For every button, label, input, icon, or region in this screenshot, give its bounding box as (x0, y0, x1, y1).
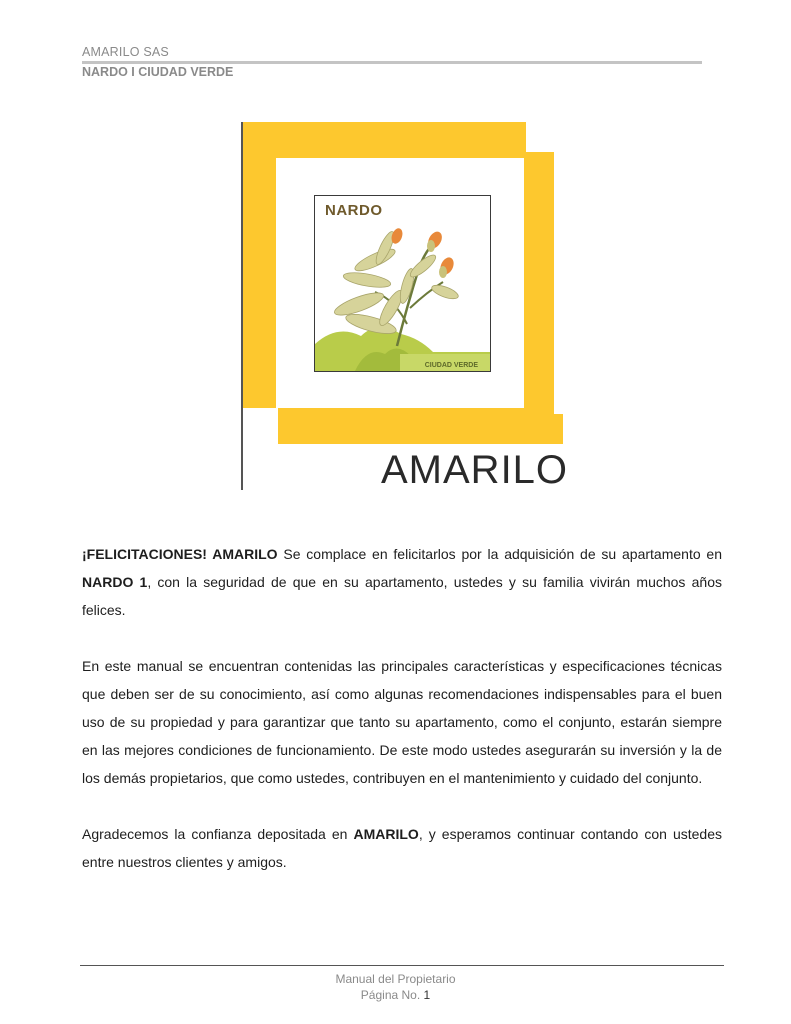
paragraph-text: Agradecemos la confianza depositada en (82, 826, 354, 842)
footer-manual-title: Manual del Propietario (335, 972, 456, 986)
paragraph-text: , con la seguridad de que en su apartamento, ustedes y su familia vivirán muchos años felices. (82, 574, 722, 618)
paragraph-text: Se complace en felicitarlos por la adquisición de su apartamento en (277, 546, 723, 562)
project-name: NARDO 1 (82, 574, 148, 590)
logo-frame-gap (554, 152, 563, 414)
page-number: 1 (423, 988, 431, 1002)
welcome-letter (82, 540, 722, 904)
project-logo (241, 122, 569, 492)
logo-frame-gap (526, 122, 563, 152)
emblem-subtitle: CIUDAD VERDE (424, 362, 478, 369)
emblem-title: NARDO (325, 202, 383, 219)
nardo-emblem (314, 195, 491, 372)
congratulations-lead: ¡FELICITACIONES! AMARILO (82, 546, 278, 562)
footer-page-number (0, 988, 791, 1002)
header-project: NARDO I CIUDAD VERDE (82, 65, 234, 79)
thanks-paragraph (82, 820, 722, 876)
header-divider (82, 61, 702, 64)
manual-description-paragraph: En este manual se encuentran contenidas las principales características y especificaciones técnicas que deben ser de su conocimiento, así como algunas recomendaciones indispensables para el buen uso de su propiedad y para garantizar que tanto su apartamento, como el conjunto, estarán siempre en las mejores condiciones de funcionamiento. De este modo ustedes asegurarán su inversión y la de los demás propietarios, que como ustedes, contribuyen en el mantenimiento y cuidado del conjunto. (82, 658, 722, 786)
brand-wordmark: AMARILO (381, 448, 569, 492)
page-label: Página No. (360, 988, 421, 1002)
brand-name: AMARILO (353, 826, 419, 842)
congratulations-paragraph (82, 540, 722, 624)
header-company: AMARILO SAS (82, 45, 169, 59)
nardo-flower-illustration (315, 196, 490, 371)
paragraph-text: , y esperamos continuar contando con ustedes entre nuestros clientes y amigos. (82, 826, 722, 870)
logo-frame-gap (243, 408, 278, 444)
footer-divider (80, 965, 724, 966)
